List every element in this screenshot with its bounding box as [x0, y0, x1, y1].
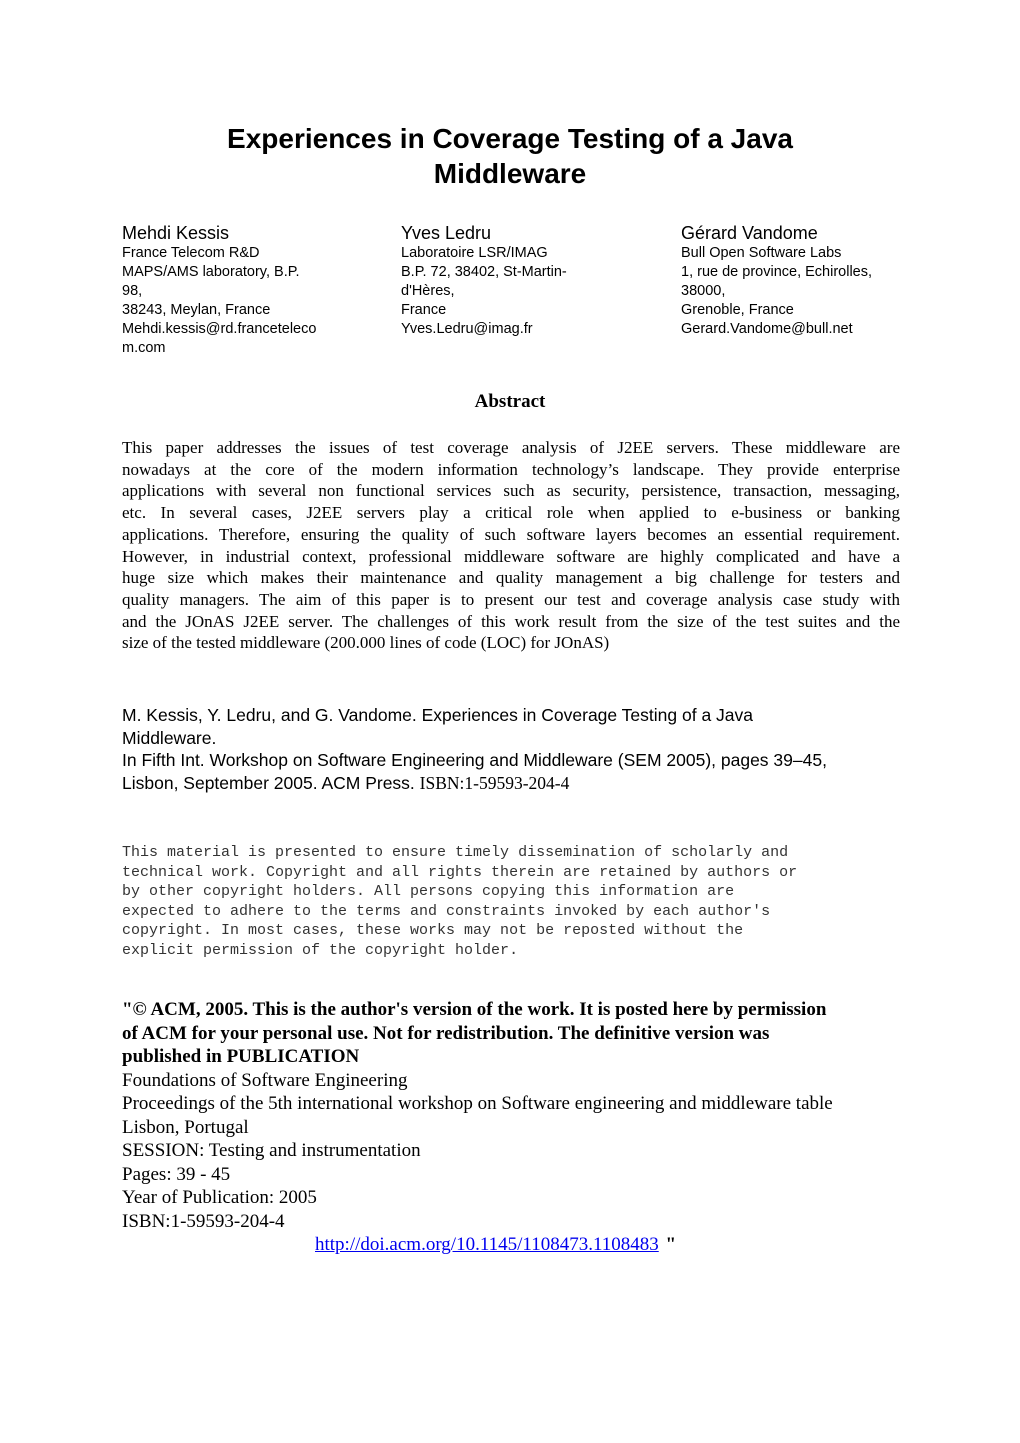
author-email: Yves.Ledru@imag.fr	[401, 321, 533, 337]
acm-statement-line: published in PUBLICATION	[122, 1046, 360, 1067]
author-email: m.com	[122, 340, 166, 356]
affiliation-line: 1, rue de province, Echirolles,	[681, 264, 873, 280]
doi-line	[122, 1233, 1002, 1257]
affiliation-line: France Telecom R&D	[122, 245, 260, 261]
abstract-line: This paper addresses the issues of test coverage analysis of J2EE servers. These middleware are	[122, 438, 900, 457]
author-block-ledru	[401, 222, 673, 339]
author-name: Mehdi Kessis	[122, 223, 230, 243]
citation-line	[122, 772, 1002, 795]
affiliation-line: France	[401, 302, 447, 318]
author-block-kessis	[122, 222, 394, 358]
affiliation-line: d'Hères,	[401, 283, 455, 299]
publication-info-line: Lisbon, Portugal	[122, 1116, 249, 1138]
abstract-line: quality managers. The aim of this paper is to present our test and coverage analysis case study with	[122, 589, 900, 609]
abstract-line: etc. In several cases, J2EE servers play a critical role when applied to e-business or banking	[122, 503, 900, 523]
publication-info-line: Year of Publication: 2005	[122, 1187, 317, 1208]
author-name: Yves Ledru	[401, 223, 492, 243]
abstract-line: applications with several non functional services such as security, persistence, transaction, messaging,	[122, 481, 900, 501]
author-name: Gérard Vandome	[681, 223, 818, 243]
abstract-line: size of the tested middleware (200.000 lines of code (LOC) for JOnAS)	[122, 633, 610, 653]
affiliation-line: 38243, Meylan, France	[122, 302, 271, 318]
abstract-heading: Abstract	[474, 391, 546, 412]
citation-line: M. Kessis, Y. Ledru, and G. Vandome. Experiences in Coverage Testing of a Java	[122, 705, 754, 725]
affiliation-line: MAPS/AMS laboratory, B.P.	[122, 264, 300, 280]
citation-line: In Fifth Int. Workshop on Software Engineering and Middleware (SEM 2005), pages 39–45,	[122, 750, 827, 770]
citation-publisher: Lisbon, September 2005. ACM Press.	[122, 772, 420, 793]
copyright-notice	[122, 843, 982, 960]
affiliation-line: Grenoble, France	[681, 302, 794, 318]
author-email: Gerard.Vandome@bull.net	[681, 321, 853, 337]
acm-statement-line: "© ACM, 2005. This is the author's version of the work. It is posted here by permission	[122, 999, 827, 1020]
affiliation-line: B.P. 72, 38402, St-Martin-	[401, 264, 567, 280]
author-email: Mehdi.kessis@rd.franceteleco	[122, 321, 317, 337]
publication-info-line: Proceedings of the 5th international workshop on Software engineering and middleware table	[122, 1093, 833, 1114]
title-line: Middleware	[433, 158, 587, 189]
abstract-line: huge size which makes their maintenance and quality management a big challenge for testers and	[122, 568, 900, 588]
publication-info-line: Foundations of Software Engineering	[122, 1069, 408, 1091]
publication-info-line: ISBN:1-59593-204-4	[122, 1210, 285, 1232]
abstract-line: nowadays at the core of the modern information technology’s landscape. They provide enterprise	[122, 459, 900, 479]
affiliation-line: Bull Open Software Labs	[681, 245, 842, 261]
paper-title	[0, 121, 1020, 191]
affiliation-line: 38000,	[681, 283, 726, 299]
abstract-body	[122, 437, 900, 654]
notice-line: explicit permission of the copyright holder.	[122, 941, 519, 959]
acm-statement-line: of ACM for your personal use. Not for redistribution. The definitive version was	[122, 1022, 770, 1044]
citation-block	[122, 704, 1002, 794]
publication-info-line: Pages: 39 - 45	[122, 1163, 231, 1185]
title-line: Experiences in Coverage Testing of a Java	[227, 123, 793, 154]
abstract-line: applications. Therefore, ensuring the quality of such software layers becomes an essential requirement.	[122, 524, 900, 544]
author-block-vandome	[681, 222, 953, 339]
doi-link[interactable]: http://doi.acm.org/10.1145/1108473.1108483	[315, 1234, 659, 1255]
abstract-line: and the JOnAS J2EE server. The challenges of this work result from the size of the test suites and the	[122, 611, 900, 631]
affiliation-line: 98,	[122, 283, 143, 299]
affiliation-line: Laboratoire LSR/IMAG	[401, 245, 548, 261]
citation-isbn: ISBN:1-59593-204-4	[419, 772, 570, 793]
citation-line: Middleware.	[122, 727, 217, 748]
notice-line: This material is presented to ensure timely dissemination of scholarly and	[122, 844, 789, 861]
acm-permission-block	[122, 998, 1002, 1257]
notice-line: copyright. In most cases, these works may not be reposted without the	[122, 922, 744, 939]
abstract-line: However, in industrial context, professional middleware software are highly complicated and have a	[122, 546, 900, 566]
notice-line: technical work. Copyright and all rights therein are retained by authors or	[122, 863, 798, 881]
closing-quote: "	[660, 1234, 677, 1255]
publication-info-line: SESSION: Testing and instrumentation	[122, 1140, 421, 1161]
notice-line: by other copyright holders. All persons copying this information are	[122, 883, 735, 900]
notice-line: expected to adhere to the terms and constraints invoked by each author's	[122, 902, 771, 920]
